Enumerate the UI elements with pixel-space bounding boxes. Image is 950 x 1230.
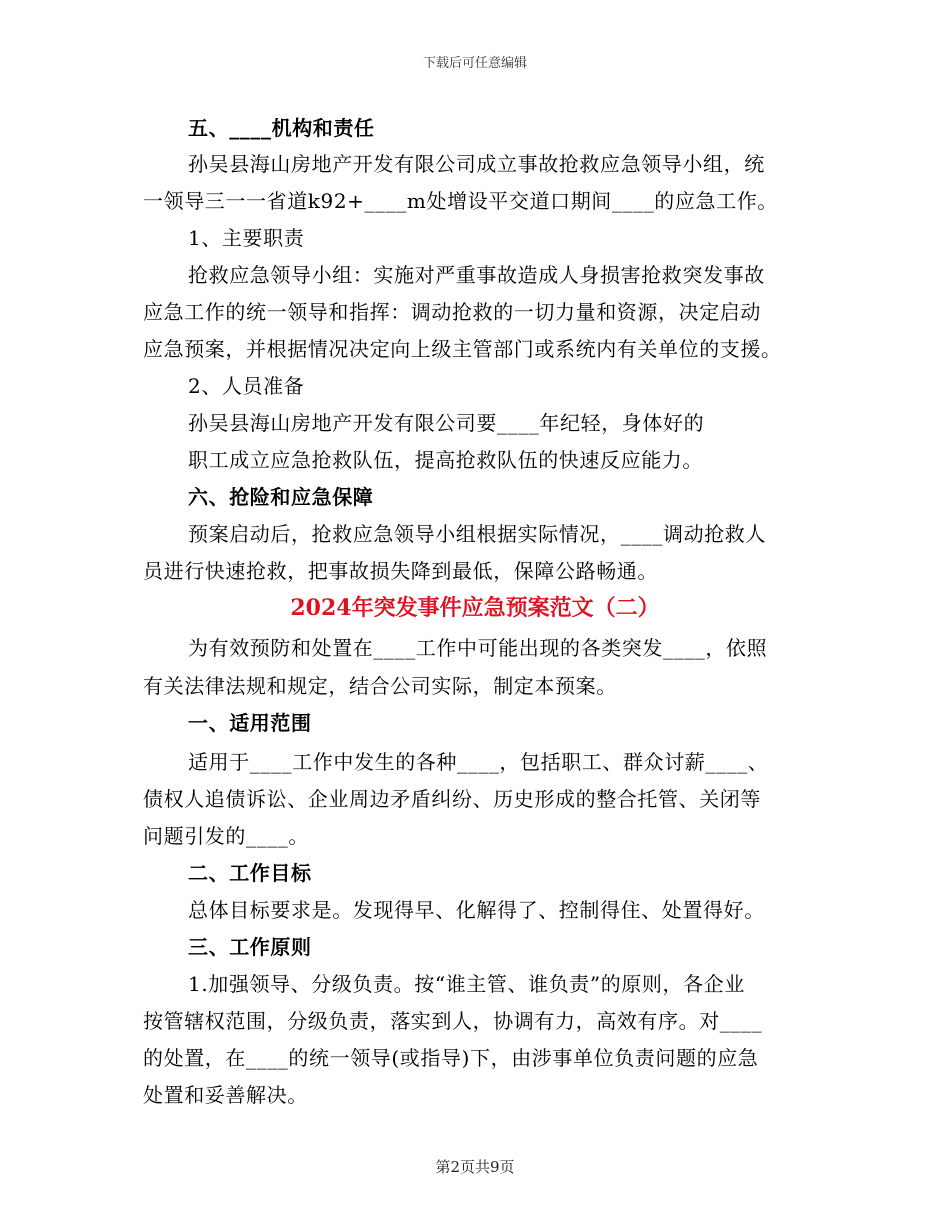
paragraph-line: 孙吴县海山房地产开发有限公司成立事故抢救应急领导小组，统 [188,152,765,176]
paragraph-line: 抢救应急领导小组：实施对严重事故造成人身损害抢救突发事故 [188,263,765,287]
paragraph-line: 总体目标要求是。发现得早、化解得了、控制得住、处置得好。 [188,898,765,922]
section-heading: 二、工作目标 [188,861,312,885]
section-heading: 一、适用范围 [188,711,312,735]
subsection-heading: 2、人员准备 [188,374,305,398]
paragraph-line: 预案启动后，抢救应急领导小组根据实际情况，____调动抢救人 [188,522,766,546]
paragraph-line: 问题引发的____。 [143,824,309,848]
subsection-heading: 1、主要职责 [188,226,305,250]
page-header-note: 下载后可任意编辑 [422,56,527,71]
paragraph-line: 按管辖权范围，分级负责，落实到人，协调有力，高效有序。对____ [143,1009,763,1033]
paragraph-line: 应急预案，并根据情况决定向上级主管部门或系统内有关单位的支援。 [143,337,782,361]
paragraph-line: 职工成立应急抢救队伍，提高抢救队伍的快速反应能力。 [188,448,703,472]
paragraph-line: 债权人追债诉讼、企业周边矛盾纠纷、历史形成的整合托管、关闭等 [143,787,761,811]
paragraph-line: 为有效预防和处置在____工作中可能出现的各类突发____，依照 [188,636,768,660]
page-number: 第2页共9页 [435,1158,515,1176]
paragraph-line: 一领导三一一省道k92+____m处增设平交道口期间____的应急工作。 [143,189,778,213]
document-title: 2024年突发事件应急预案范文（二） [290,595,660,621]
paragraph-line: 处置和妥善解决。 [143,1083,308,1107]
paragraph-line: 1.加强领导、分级负责。按“谁主管、谁负责”的原则，各企业 [188,972,745,996]
paragraph-line: 应急工作的统一领导和指挥：调动抢救的一切力量和资源，决定启动 [143,300,761,324]
paragraph-line: 员进行快速抢救，把事故损失降到最低，保障公路畅通。 [143,559,658,583]
paragraph-line: 适用于____工作中发生的各种____，包括职工、群众讨薪____、 [188,750,769,774]
section-heading: 三、工作原则 [188,935,312,959]
paragraph-line: 的处置，在____的统一领导(或指导)下，由涉事单位负责问题的应急 [143,1046,759,1070]
section-heading: 六、抢险和应急保障 [188,485,374,509]
section-heading: 五、____机构和责任 [188,116,375,140]
paragraph-line: 孙吴县海山房地产开发有限公司要____年纪轻，身体好的 [188,411,705,435]
paragraph-line: 有关法律法规和规定，结合公司实际，制定本预案。 [143,674,617,698]
